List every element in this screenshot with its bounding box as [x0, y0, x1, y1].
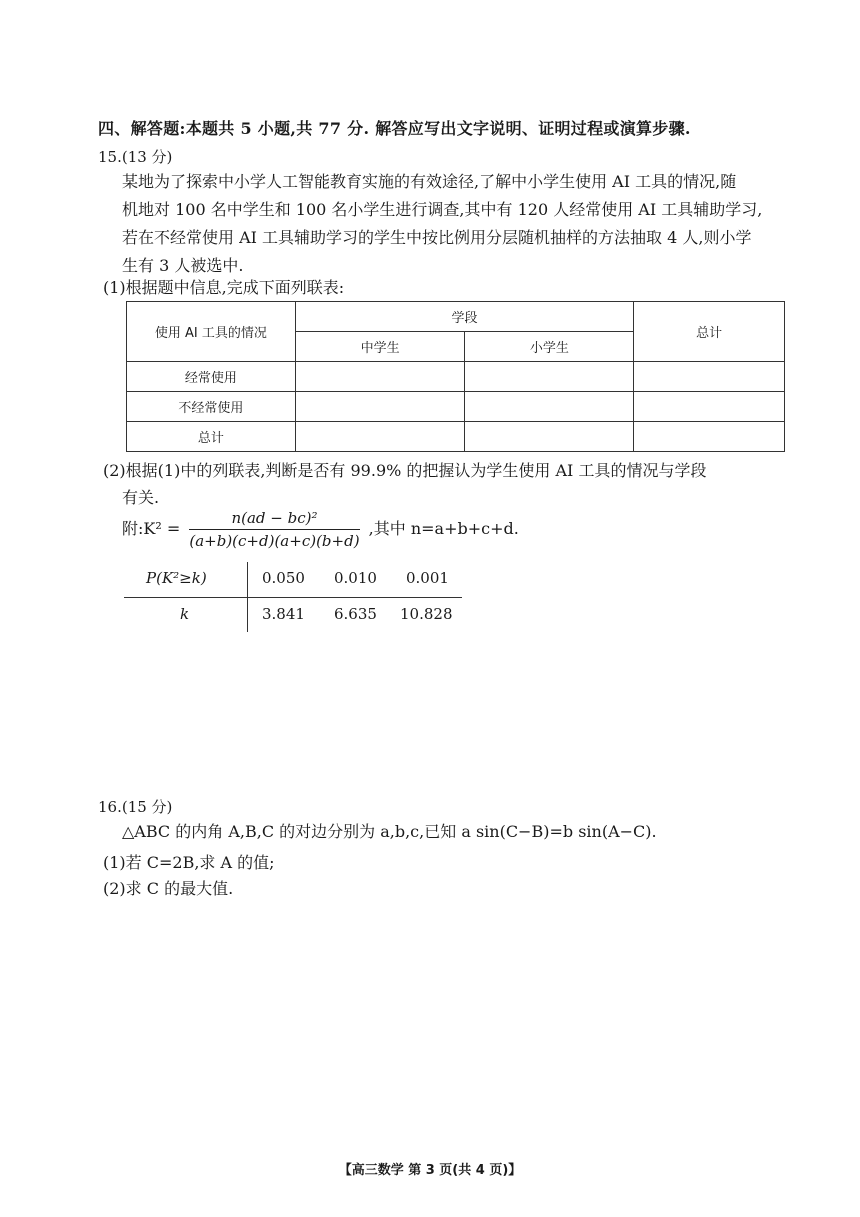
question-16-part-1: (1)若 C=2B,求 A 的值; — [103, 853, 275, 872]
formula-fraction — [189, 509, 359, 550]
ktable-k-value: 6.635 — [334, 605, 377, 623]
table-row-often: 经常使用 — [127, 362, 296, 392]
question-15-line-2: 机地对 100 名中学生和 100 名小学生进行调查,其中有 120 人经常使用 AI 工具辅助学习, — [122, 200, 763, 219]
chi-square-formula — [122, 509, 519, 550]
table-col-primary-school: 小学生 — [465, 332, 634, 362]
table-corner: 使用 AI 工具的情况 — [127, 302, 296, 362]
question-16-stem: △ABC 的内角 A,B,C 的对边分别为 a,b,c,已知 a sin(C−B)=b sin(A−C). — [122, 822, 657, 841]
formula-numerator: n(ad − bc)² — [189, 509, 359, 530]
question-15-part-1: (1)根据题中信息,完成下面列联表: — [103, 278, 345, 297]
table-cell[interactable] — [295, 422, 465, 452]
formula-suffix: ,其中 n=a+b+c+d. — [368, 519, 519, 538]
question-16-number: 16.(15 分) — [98, 798, 173, 816]
ktable-p-value: 0.001 — [406, 569, 449, 587]
table-row-total: 总计 — [127, 422, 296, 452]
table-cell[interactable] — [465, 362, 634, 392]
contingency-table — [126, 301, 785, 452]
table-group-header: 学段 — [295, 302, 633, 332]
question-15-part-2-cont: 有关. — [122, 488, 160, 507]
question-16-part-2: (2)求 C 的最大值. — [103, 879, 234, 898]
question-15-line-1: 某地为了探索中小学人工智能教育实施的有效途径,了解中小学生使用 AI 工具的情况,随 — [122, 172, 737, 191]
table-col-middle-school: 中学生 — [295, 332, 465, 362]
ktable-horizontal-rule — [124, 597, 462, 598]
formula-prefix: 附:K² = — [122, 519, 181, 538]
table-cell[interactable] — [465, 392, 634, 422]
table-col-total: 总计 — [634, 302, 785, 362]
ktable-k-value: 10.828 — [400, 605, 453, 623]
table-cell[interactable] — [634, 392, 785, 422]
question-15-part-2: (2)根据(1)中的列联表,判断是否有 99.9% 的把握认为学生使用 AI 工具的情况与学段 — [103, 461, 707, 480]
table-cell[interactable] — [634, 422, 785, 452]
section-title: 四、解答题:本题共 5 小题,共 77 分. 解答应写出文字说明、证明过程或演算步骤. — [98, 119, 691, 138]
table-cell[interactable] — [465, 422, 634, 452]
table-cell[interactable] — [634, 362, 785, 392]
question-15-number: 15.(13 分) — [98, 148, 173, 166]
formula-denominator: (a+b)(c+d)(a+c)(b+d) — [189, 532, 360, 550]
ktable-vertical-rule — [247, 562, 248, 632]
ktable-row2-label: k — [180, 605, 190, 623]
table-row-not-often: 不经常使用 — [127, 392, 296, 422]
ktable-row1-label: P(K²≥k) — [146, 569, 207, 587]
question-15-line-4: 生有 3 人被选中. — [122, 256, 244, 275]
ktable-k-value: 3.841 — [262, 605, 305, 623]
page-footer: 【高三数学 第 3 页(共 4 页)】 — [338, 1163, 522, 1178]
table-cell[interactable] — [295, 392, 465, 422]
ktable-p-value: 0.010 — [334, 569, 377, 587]
table-cell[interactable] — [295, 362, 465, 392]
ktable-p-value: 0.050 — [262, 569, 305, 587]
question-15-line-3: 若在不经常使用 AI 工具辅助学习的学生中按比例用分层随机抽样的方法抽取 4 人,则小学 — [122, 228, 752, 247]
